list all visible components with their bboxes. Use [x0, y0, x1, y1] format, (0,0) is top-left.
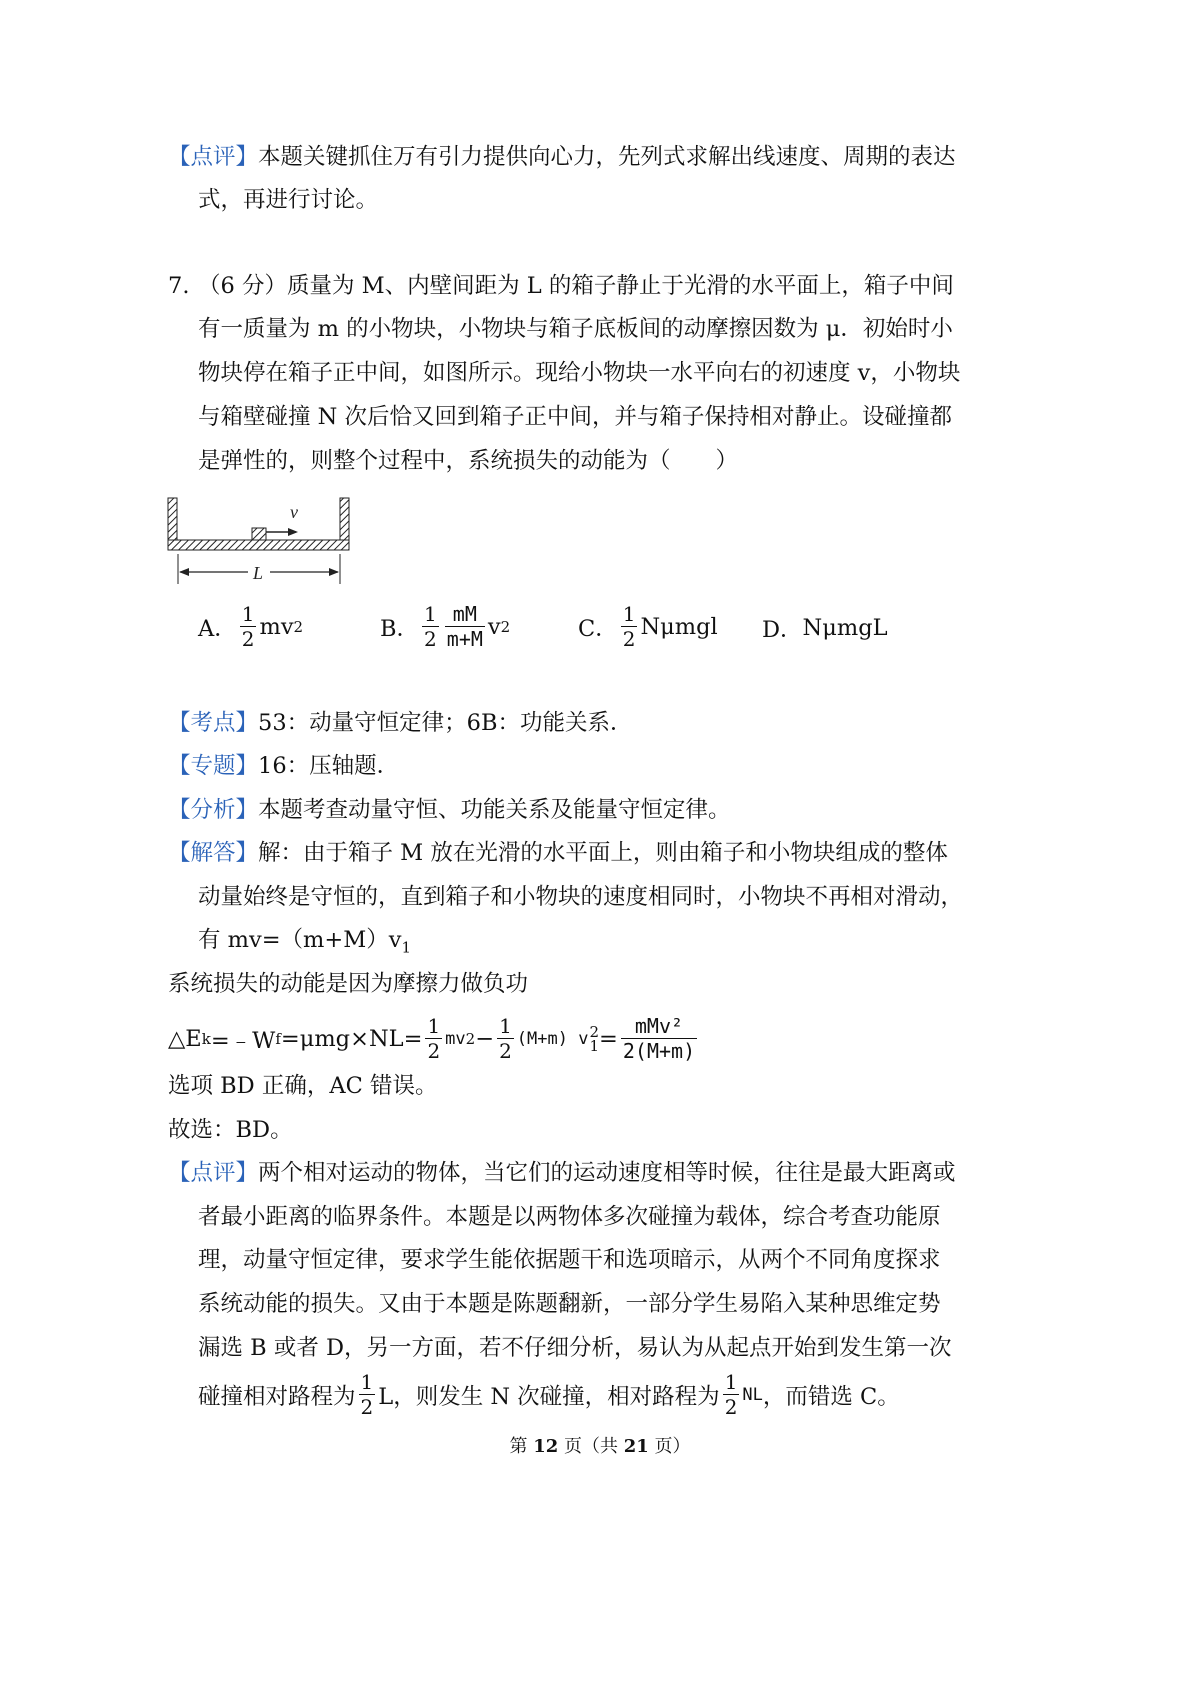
option-d-tail: NμmgL — [802, 615, 888, 641]
option-b-tail: v — [487, 613, 501, 640]
small-block — [252, 528, 266, 540]
eq-term-1: mv — [445, 1028, 466, 1049]
jieda-line-3-sub: 1 — [401, 938, 412, 957]
loss-line: 系统损失的动能是因为摩擦力做负功 — [168, 971, 529, 997]
length-arrowhead-right — [329, 568, 339, 576]
box-floor — [168, 540, 349, 550]
length-arrowhead-left — [179, 568, 189, 576]
option-a-num: 1 — [241, 602, 255, 626]
footer-pre: 第 — [509, 1436, 534, 1457]
eq-equals: = — [599, 1025, 618, 1052]
eq-fraction-1 — [425, 1016, 442, 1061]
eq-f3-den: 2(M+m) — [622, 1039, 696, 1063]
fenxi-line — [168, 795, 731, 825]
eq-fraction-2 — [497, 1016, 514, 1061]
option-b-den1: 2 — [424, 627, 437, 651]
option-b-fraction-1 — [422, 604, 439, 649]
comment2-line-5: 漏选 B 或者 D，另一方面，若不仔细分析，易认为从起点开始到发生第一次 — [198, 1335, 952, 1361]
option-b-label: B． — [380, 615, 420, 642]
kaodian-tag: 【考点】 — [168, 710, 259, 736]
footer-total-pages: 21 — [623, 1436, 649, 1457]
option-b: B． $\frac{1}{2}$ $\frac{mM}{m+M}$ v 2 — [380, 602, 511, 651]
jieda-text-1: 解：由于箱子 M 放在光滑的水平面上，则由箱子和小物块组成的整体 — [258, 840, 948, 866]
option-a-fraction — [240, 604, 257, 649]
jieda-line-1 — [168, 838, 948, 868]
option-a: A． $\frac{1}{2}$ mv 2 — [198, 602, 304, 651]
eq-term-2-sub: 1 — [589, 1036, 599, 1055]
option-a-label: A． — [198, 615, 237, 642]
question-line-1: （6 分）质量为 M、内壁间距为 L 的箱子静止于光滑的水平面上，箱子中间 — [198, 273, 954, 299]
option-a-tail: mv — [259, 613, 294, 640]
kaodian-line — [168, 708, 633, 738]
footer-post: 页） — [648, 1436, 691, 1457]
option-d — [762, 612, 888, 644]
option-c-num: 1 — [622, 602, 636, 626]
kaodian-text: 53：动量守恒定律；6B：功能关系． — [258, 710, 633, 736]
comment2-f2-num: 1 — [724, 1370, 738, 1394]
jieda-line-2: 动量始终是守恒的，直到箱子和小物块的速度相同时，小物块不再相对滑动， — [198, 884, 964, 910]
comment1-tag: 【点评】 — [168, 144, 259, 170]
option-b-den2: m+M — [446, 627, 483, 651]
comment2-fraction-2 — [723, 1372, 740, 1417]
zhuanti-line — [168, 751, 399, 781]
comment2-f1-den: 2 — [360, 1395, 374, 1419]
question-line-4: 与箱壁碰撞 N 次后恰又回到箱子正中间，并与箱子保持相对静止。设碰撞都 — [198, 404, 952, 430]
velocity-label: v — [290, 502, 298, 522]
option-b-num2: mM — [452, 602, 477, 626]
question-line-5: 是弹性的，则整个过程中，系统损失的动能为（ ） — [198, 448, 739, 474]
comment2-line-4: 系统动能的损失。又由于本题是陈题翻新，一部分学生易陷入某种思维定势 — [198, 1291, 941, 1317]
comment2-line-1 — [168, 1158, 956, 1188]
eq-f1-num: 1 — [427, 1014, 441, 1038]
option-b-num1: 1 — [424, 602, 437, 626]
eq-lhs: △E — [168, 1025, 202, 1052]
eq-f2-num: 1 — [499, 1014, 512, 1038]
comment2-line-2: 者最小距离的临界条件。本题是以两物体多次碰撞为载体，综合考查功能原 — [198, 1204, 941, 1230]
comment2-line-6-post: ，而错选 C。 — [762, 1383, 900, 1410]
option-b-fraction-2 — [445, 604, 485, 649]
result-line: 选项 BD 正确，AC 错误。 — [168, 1073, 438, 1099]
comment2-line-6-mid1: L，则发生 N 次碰撞，相对路程为 — [378, 1383, 720, 1410]
comment2-line-3: 理，动量守恒定律，要求学生能依据题干和选项暗示，从两个不同角度探求 — [198, 1247, 941, 1273]
option-c — [578, 604, 718, 649]
answer-line: 故选：BD。 — [168, 1117, 293, 1143]
eq-term-2-sup: 2 — [589, 1022, 599, 1041]
option-c-label: C． — [578, 615, 618, 642]
jieda-tag: 【解答】 — [168, 840, 259, 866]
jieda-line-3 — [198, 925, 411, 955]
length-label: L — [253, 563, 264, 583]
question-number: 7. — [168, 273, 190, 299]
option-c-fraction — [621, 604, 638, 649]
comment2-line-6 — [198, 1372, 900, 1417]
comment2-line-6-pre: 碰撞相对路程为 — [198, 1383, 356, 1410]
eq-f2-den: 2 — [499, 1039, 512, 1063]
eq-term-2: (M+m) v — [516, 1028, 589, 1049]
fenxi-tag: 【分析】 — [168, 797, 259, 823]
eq-minus: − — [475, 1025, 495, 1052]
comment1-text1: 本题关键抓住万有引力提供向心力，先列式求解出线速度、周期的表达 — [258, 144, 956, 170]
comment1-line2: 式，再进行讨论。 — [198, 187, 379, 213]
energy-equation: △E k =﹣W f =μmg×NL= $\frac{1}{2}$ mv 2 − $\frac{1}{2}$ (M+m) v 2 1 = $\frac{\text{mMv²}}{2(M+m)}$ — [168, 1014, 696, 1063]
option-c-tail: Nμmgl — [640, 613, 718, 640]
option-a-den: 2 — [241, 627, 255, 651]
option-d-label: D． — [762, 617, 803, 643]
eq-mid1: =﹣W — [210, 1027, 276, 1054]
eq-mid2: =μmg×NL= — [280, 1025, 423, 1052]
comment2-tag: 【点评】 — [168, 1160, 259, 1186]
fenxi-text: 本题考查动量守恒、功能关系及能量守恒定律。 — [258, 797, 731, 823]
question-line-3: 物块停在箱子正中间，如图所示。现给小物块一水平向右的初速度 v，小物块 — [198, 360, 961, 386]
eq-fraction-3 — [621, 1016, 697, 1061]
question-line-2: 有一质量为 m 的小物块，小物块与箱子底板间的动摩擦因数为 μ．初始时小 — [198, 316, 953, 342]
comment2-f2-den: 2 — [724, 1395, 738, 1419]
box-figure — [160, 490, 360, 590]
page-footer — [0, 1432, 1200, 1458]
velocity-arrowhead — [288, 528, 298, 536]
comment2-text-1: 两个相对运动的物体，当它们的运动速度相等时候，往往是最大距离或 — [258, 1160, 956, 1186]
comment2-f1-num: 1 — [360, 1370, 374, 1394]
comment2-line-6-mid2: NL — [742, 1384, 763, 1405]
zhuanti-tag: 【专题】 — [168, 753, 259, 779]
eq-term-2-scripts — [589, 1022, 599, 1055]
footer-mid: 页（共 — [558, 1436, 624, 1457]
option-c-den: 2 — [622, 627, 636, 651]
jieda-line-3-text: 有 mv=（m+M）v — [198, 927, 402, 953]
eq-f3-num: mMv² — [634, 1014, 684, 1038]
comment1-line1 — [168, 142, 956, 172]
footer-page-number: 12 — [533, 1436, 559, 1457]
eq-f1-den: 2 — [427, 1039, 441, 1063]
zhuanti-text: 16：压轴题． — [258, 753, 400, 779]
comment2-fraction-1 — [359, 1372, 376, 1417]
